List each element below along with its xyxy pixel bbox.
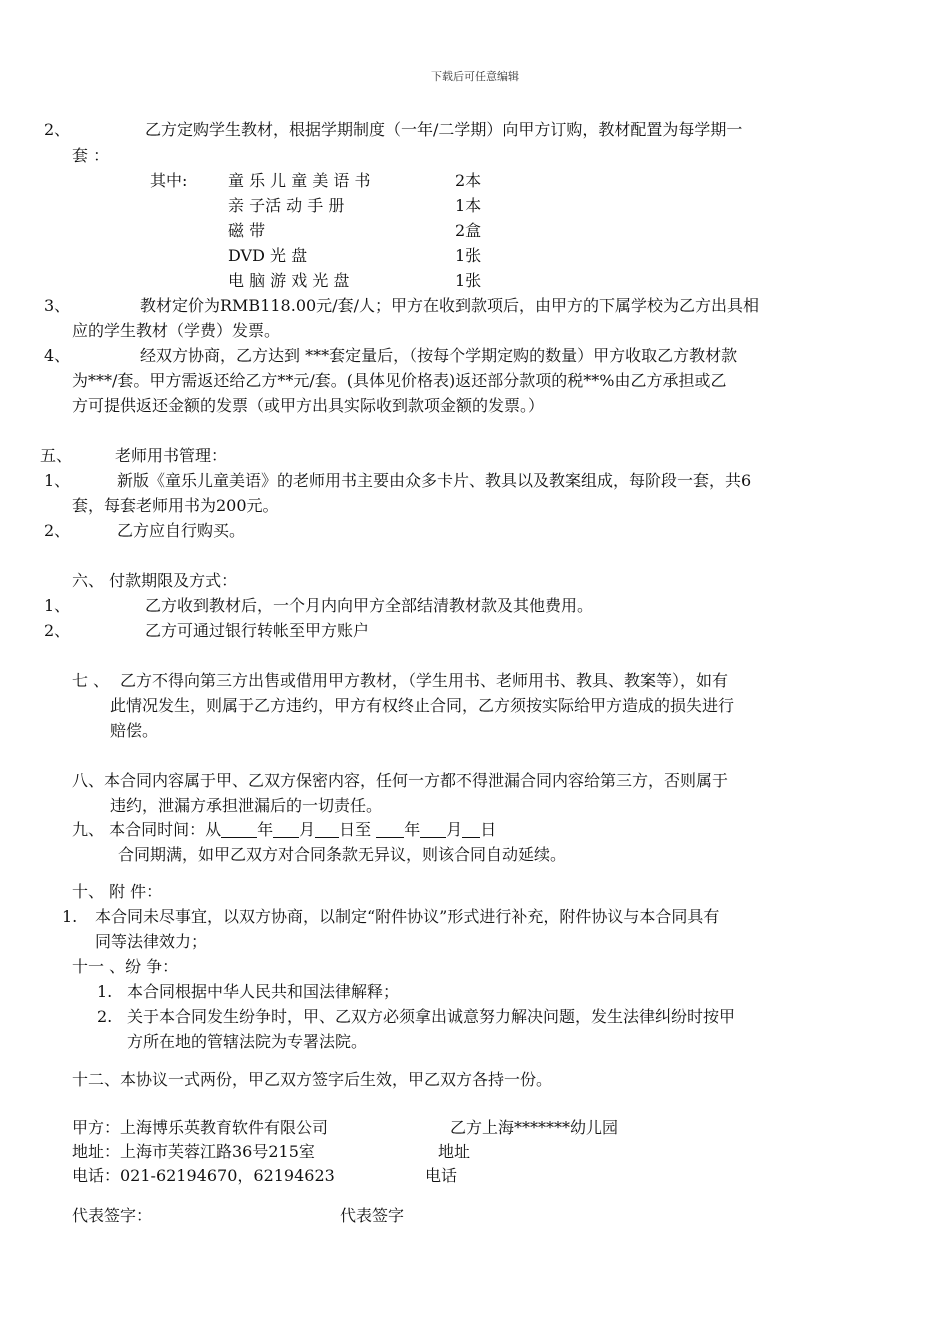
item-number: 2、 bbox=[44, 621, 71, 640]
paragraph-line: 乙方不得向第三方出售或借用甲方教材，（学生用书、老师用书、教具、教案等），如有 bbox=[120, 671, 729, 690]
party-a-company: 甲方：上海博乐英教育软件有限公司 bbox=[72, 1118, 329, 1137]
start-year-blank[interactable] bbox=[221, 819, 257, 838]
material-name: 亲 子活 动 手 册 bbox=[228, 196, 345, 215]
paragraph-line: 违约，泄漏方承担泄漏后的一切责任。 bbox=[110, 796, 383, 815]
paragraph-line: 赔偿。 bbox=[110, 721, 159, 740]
section-title: 老师用书管理： bbox=[115, 446, 228, 465]
paragraph-line: 应的学生教材（学费）发票。 bbox=[72, 321, 281, 340]
end-year-blank[interactable] bbox=[376, 819, 404, 838]
paragraph-line: 十二、本协议一式两份，甲乙双方签字后生效，甲乙双方各持一份。 bbox=[72, 1070, 553, 1089]
party-b-address: 地址 bbox=[438, 1142, 471, 1161]
party-b-phone: 电话 bbox=[425, 1166, 458, 1185]
paragraph-line: 套 ： bbox=[72, 146, 110, 165]
party-a-signature-label: 代表签字： bbox=[72, 1206, 153, 1225]
item-number: 1. bbox=[62, 907, 78, 926]
item-number: 4、 bbox=[44, 346, 71, 365]
item-number: 2、 bbox=[44, 521, 71, 540]
section-number: 七 、 bbox=[72, 671, 110, 690]
paragraph-line: 套，每套老师用书为200元。 bbox=[72, 496, 279, 515]
section-heading: 六、 付款期限及方式： bbox=[72, 571, 238, 590]
paragraph-line: 方所在地的管辖法院为专署法院。 bbox=[127, 1032, 368, 1051]
paragraph-line: 新版《童乐儿童美语》的老师用书主要由众多卡片、教具以及教案组成，每阶段一套，共6 bbox=[117, 471, 752, 490]
material-quantity: 1本 bbox=[455, 196, 482, 215]
material-quantity: 2盒 bbox=[455, 221, 482, 240]
contract-term-label: 九、 本合同时间：从 bbox=[72, 820, 222, 839]
paragraph-line: 合同期满，如甲乙双方对合同条款无异议，则该合同自动延续。 bbox=[118, 845, 567, 864]
paragraph-line: 为***/套。甲方需返还给乙方**元/套。(具体见价格表)返还部分款项的税**%由乙方承担或乙 bbox=[72, 371, 727, 390]
paragraph-line: 教材定价为RMB118.00元/套/人；甲方在收到款项后，由甲方的下属学校为乙方出具相 bbox=[140, 296, 759, 315]
paragraph-line: 本合同未尽事宜，以双方协商，以制定“附件协议”形式进行补充，附件协议与本合同具有 bbox=[95, 907, 720, 926]
party-b-signature-label: 代表签字 bbox=[340, 1206, 405, 1225]
material-name: 磁 带 bbox=[228, 221, 266, 240]
start-month-blank[interactable] bbox=[273, 819, 299, 838]
party-a-phone: 电话：021-62194670，62194623 bbox=[72, 1166, 335, 1185]
start-day-blank[interactable] bbox=[315, 819, 339, 838]
end-day-blank[interactable] bbox=[462, 819, 480, 838]
paragraph-line: 此情况发生，则属于乙方违约，甲方有权终止合同，乙方须按实际给甲方造成的损失进行 bbox=[110, 696, 735, 715]
paragraph-line: 乙方收到教材后，一个月内向甲方全部结清教材款及其他费用。 bbox=[145, 596, 594, 615]
page-header: 下载后可任意编辑 bbox=[431, 70, 519, 83]
materials-list-label: 其中: bbox=[150, 171, 188, 190]
material-name: DVD 光 盘 bbox=[228, 246, 308, 265]
item-number: 1. bbox=[97, 982, 113, 1001]
section-number: 五、 bbox=[40, 446, 73, 465]
item-number: 1、 bbox=[44, 596, 71, 615]
material-quantity: 1张 bbox=[455, 271, 482, 290]
item-number: 3、 bbox=[44, 296, 71, 315]
paragraph-line: 乙方可通过银行转帐至甲方账户 bbox=[145, 621, 370, 640]
material-quantity: 1张 bbox=[455, 246, 482, 265]
paragraph-line: 方可提供返还金额的发票（或甲方出具实际收到款项金额的发票。） bbox=[72, 396, 545, 415]
material-name: 童 乐 儿 童 美 语 书 bbox=[228, 171, 371, 190]
item-number: 2、 bbox=[44, 120, 71, 139]
paragraph-line: 经双方协商，乙方达到 ***套定量后，（按每个学期定购的数量）甲方收取乙方教材款 bbox=[140, 346, 738, 365]
section-heading: 十、 附 件： bbox=[72, 882, 163, 901]
party-a-address: 地址：上海市芙蓉江路36号215室 bbox=[72, 1142, 315, 1161]
paragraph-line: 乙方定购学生教材，根据学期制度（一年/二学期）向甲方订购，教材配置为每学期一 bbox=[145, 120, 743, 139]
material-name: 电 脑 游 戏 光 盘 bbox=[228, 271, 350, 290]
contract-term-line: 九、 本合同时间：从 年 月 日至 年 月 日 bbox=[72, 820, 497, 839]
section-heading: 十一 、纷 争： bbox=[72, 957, 179, 976]
item-number: 1、 bbox=[44, 471, 71, 490]
material-quantity: 2本 bbox=[455, 171, 482, 190]
item-number: 2. bbox=[97, 1007, 113, 1026]
paragraph-line: 乙方应自行购买。 bbox=[117, 521, 246, 540]
paragraph-line: 八、本合同内容属于甲、乙双方保密内容，任何一方都不得泄漏合同内容给第三方，否则属于 bbox=[72, 771, 729, 790]
party-b-company: 乙方上海*******幼儿园 bbox=[450, 1118, 619, 1137]
paragraph-line: 同等法律效力； bbox=[95, 932, 208, 951]
end-month-blank[interactable] bbox=[420, 819, 446, 838]
paragraph-line: 本合同根据中华人民共和国法律解释； bbox=[127, 982, 400, 1001]
paragraph-line: 关于本合同发生纷争时，甲、乙双方必须拿出诚意努力解决问题，发生法律纠纷时按甲 bbox=[127, 1007, 736, 1026]
